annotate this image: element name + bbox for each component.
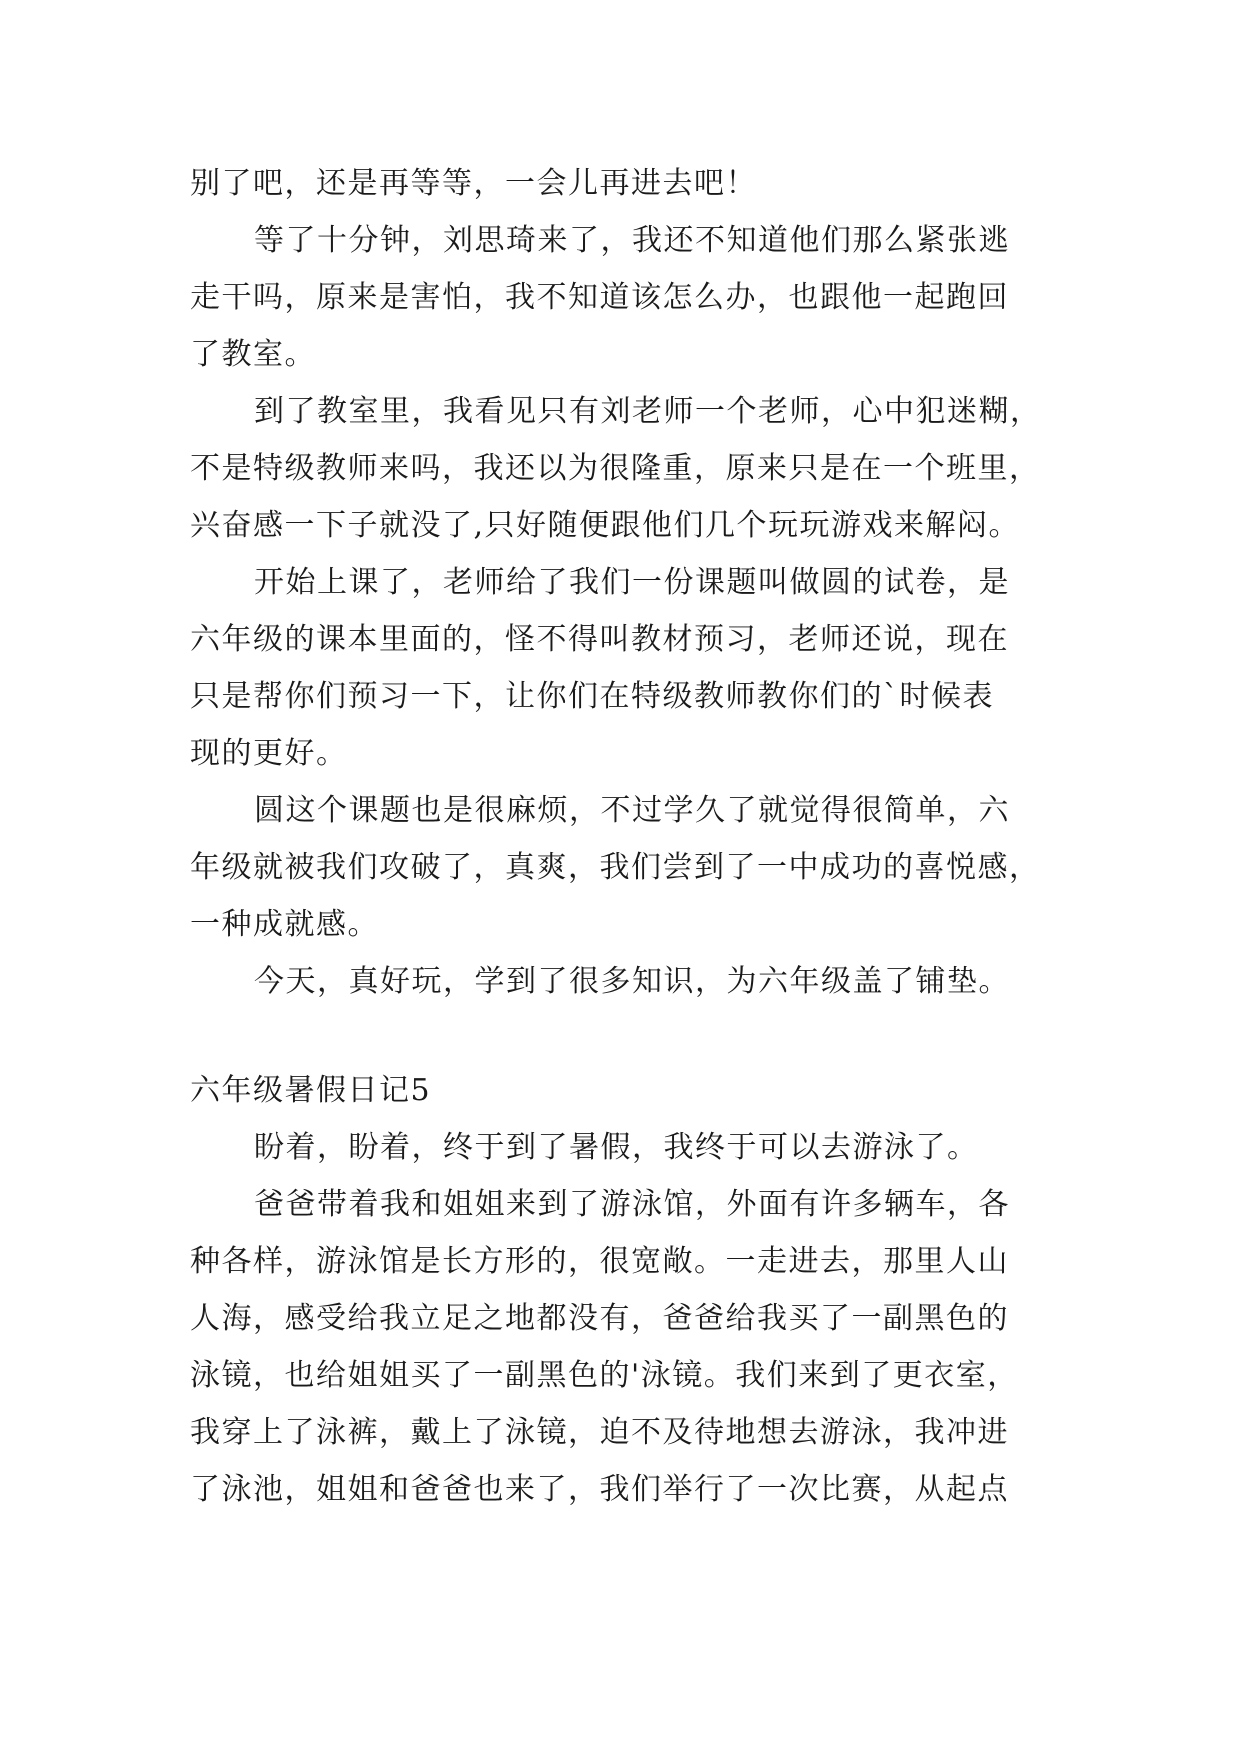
text-line: 六年级的课本里面的，怪不得叫教材预习，老师还说，现在 — [190, 622, 1009, 657]
text-line: 现的更好。 — [190, 736, 348, 771]
section-spacer — [190, 1010, 1060, 1062]
paragraph-start-line: 今天，真好玩，学到了很多知识，为六年级盖了铺垫。 — [254, 964, 1010, 999]
text-line: 人海，感受给我立足之地都没有，爸爸给我买了一副黑色的 — [190, 1301, 1009, 1336]
paragraph-start-line: 到了教室里，我看见只有刘老师一个老师，心中犯迷糊， — [254, 394, 1042, 429]
paragraph-start-line: 开始上课了，老师给了我们一份课题叫做圆的试卷，是 — [254, 565, 1010, 600]
text-line: 别了吧，还是再等等，一会儿再进去吧！ — [190, 166, 757, 201]
paragraph-start-line: 等了十分钟，刘思琦来了，我还不知道他们那么紧张逃 — [254, 223, 1010, 258]
section-title: 六年级暑假日记5 — [190, 1073, 432, 1108]
text-line: 了泳池，姐姐和爸爸也来了，我们举行了一次比赛，从起点 — [190, 1472, 1009, 1507]
text-line: 一种成就感。 — [190, 907, 379, 942]
text-line: 只是帮你们预习一下，让你们在特级教师教你们的`时候表 — [190, 679, 994, 714]
text-line: 泳镜，也给姐姐买了一副黑色的'泳镜。我们来到了更衣室， — [190, 1358, 1019, 1393]
text-line: 走干吗，原来是害怕，我不知道该怎么办，也跟他一起跑回 — [190, 280, 1009, 315]
text-line: 不是特级教师来吗，我还以为很隆重，原来只是在一个班里， — [190, 451, 1041, 486]
text-line: 种各样，游泳馆是长方形的，很宽敞。一走进去，那里人山 — [190, 1244, 1009, 1279]
paragraph-start-line: 盼着，盼着，终于到了暑假，我终于可以去游泳了。 — [254, 1130, 979, 1165]
paragraph-start-line: 爸爸带着我和姐姐来到了游泳馆，外面有许多辆车，各 — [254, 1187, 1010, 1222]
text-line: 年级就被我们攻破了，真爽，我们尝到了一中成功的喜悦感， — [190, 850, 1041, 885]
text-line: 了教室。 — [190, 337, 316, 372]
text-line: 兴奋感一下子就没了,只好随便跟他们几个玩玩游戏来解闷。 — [190, 508, 1021, 543]
paragraph-start-line: 圆这个课题也是很麻烦，不过学久了就觉得很简单，六 — [254, 793, 1010, 828]
text-line: 我穿上了泳裤，戴上了泳镜，迫不及待地想去游泳，我冲进 — [190, 1415, 1009, 1450]
document-body — [190, 155, 1060, 1518]
